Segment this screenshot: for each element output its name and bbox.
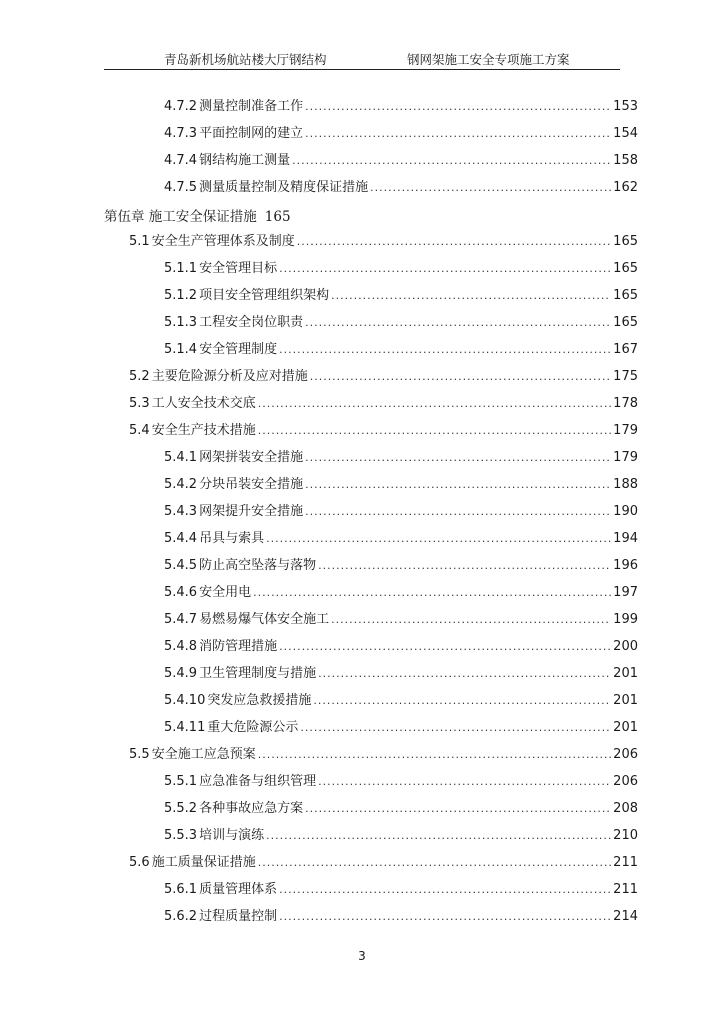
toc-entry-title: 质量管理体系 — [199, 882, 278, 897]
toc-entry-page: 179 — [613, 423, 638, 438]
toc-entry-title: 网架拼装安全措施 — [199, 450, 304, 465]
toc-dot-leader — [305, 316, 611, 329]
toc-entry-title: 平面控制网的建立 — [199, 126, 304, 141]
toc-entry-page: 188 — [613, 477, 638, 492]
toc-entry-page: 162 — [613, 180, 638, 195]
toc-entry-page: 175 — [613, 369, 638, 384]
toc-entry-number: 4.7.4 — [164, 153, 198, 168]
toc-entry-title: 重大危险源公示 — [207, 720, 299, 735]
toc-entry-title: 测量控制准备工作 — [199, 99, 304, 114]
toc-entry-title: 安全生产管理体系及制度 — [151, 234, 295, 249]
toc-entry-title: 安全生产技术措施 — [151, 423, 256, 438]
toc-entry[interactable] — [129, 392, 638, 412]
toc-dot-leader — [310, 370, 611, 383]
toc-entry-page: 153 — [613, 99, 638, 114]
toc-entry-page: 196 — [613, 558, 638, 573]
toc-entry[interactable] — [164, 581, 638, 601]
toc-entry-number: 5.5.3 — [164, 828, 198, 843]
toc-entry-page: 165 — [613, 261, 638, 276]
toc-dot-leader — [292, 154, 611, 167]
toc-entry-page: 194 — [613, 531, 638, 546]
toc-dot-leader — [318, 559, 611, 572]
toc-entry-number: 4.7.2 — [164, 99, 198, 114]
toc-entry-number: 5.5.1 — [164, 774, 198, 789]
toc-entry-title: 网架提升安全措施 — [199, 504, 304, 519]
toc-entry-page: 206 — [613, 747, 638, 762]
toc-entry[interactable] — [164, 500, 638, 520]
toc-entry[interactable] — [129, 851, 638, 871]
toc-entry[interactable] — [164, 824, 638, 844]
page-number: 3 — [358, 949, 366, 963]
toc-dot-leader — [258, 397, 611, 410]
toc-entry-number: 4.7.3 — [164, 126, 198, 141]
toc-entry[interactable] — [164, 662, 638, 682]
toc-entry-page: 211 — [613, 882, 638, 897]
toc-entry-title: 测量质量控制及精度保证措施 — [199, 180, 369, 195]
toc-entry-page: 206 — [613, 774, 638, 789]
toc-entry[interactable] — [164, 878, 638, 898]
toc-entry-title: 工程安全岗位职责 — [199, 315, 304, 330]
toc-dot-leader — [258, 424, 611, 437]
toc-dot-leader — [279, 640, 611, 653]
toc-entry[interactable] — [164, 905, 638, 925]
toc-entry[interactable] — [129, 419, 638, 439]
toc-entry-page: 158 — [613, 153, 638, 168]
toc-entry[interactable] — [164, 257, 638, 277]
toc-entry-title: 过程质量控制 — [199, 909, 278, 924]
toc-entry-title: 项目安全管理组织架构 — [199, 288, 330, 303]
toc-entry-number: 5.4.3 — [164, 504, 198, 519]
chapter-page: 165 — [264, 209, 291, 225]
toc-entry-number: 5.5 — [129, 747, 150, 762]
toc-entry[interactable] — [164, 338, 638, 358]
toc-entry[interactable] — [164, 554, 638, 574]
toc-entry-number: 5.4.10 — [164, 693, 206, 708]
toc-dot-leader — [318, 667, 611, 680]
toc-entry[interactable] — [164, 95, 638, 115]
toc-entry-page: 165 — [613, 315, 638, 330]
toc-entry[interactable] — [164, 122, 638, 142]
toc-dot-leader — [305, 100, 611, 113]
toc-entry-page: 179 — [613, 450, 638, 465]
toc-entry-title: 突发应急救援措施 — [207, 693, 312, 708]
toc-entry-number: 5.4.2 — [164, 477, 198, 492]
toc-entry[interactable] — [164, 608, 638, 628]
toc-dot-leader — [279, 883, 611, 896]
toc-entry-page: 197 — [613, 585, 638, 600]
toc-entry-title: 安全管理目标 — [199, 261, 278, 276]
toc-entry-title: 消防管理措施 — [199, 639, 278, 654]
toc-entry-page: 201 — [613, 693, 638, 708]
toc-entry-title: 分块吊装安全措施 — [199, 477, 304, 492]
toc-entry[interactable] — [164, 527, 638, 547]
toc-entry[interactable] — [164, 635, 638, 655]
toc-entry[interactable] — [129, 365, 638, 385]
toc-entry-number: 5.4.5 — [164, 558, 198, 573]
toc-entry-title: 卫生管理制度与措施 — [199, 666, 317, 681]
toc-entry[interactable] — [164, 446, 638, 466]
toc-entry-page: 167 — [613, 342, 638, 357]
toc-entry-page: 214 — [613, 909, 638, 924]
toc-entry-number: 5.4.6 — [164, 585, 198, 600]
toc-entry-title: 施工质量保证措施 — [151, 855, 256, 870]
toc-entry[interactable] — [164, 176, 638, 196]
toc-dot-leader — [318, 775, 611, 788]
toc-entry-page: 154 — [613, 126, 638, 141]
toc-entry-page: 210 — [613, 828, 638, 843]
toc-dot-leader — [305, 505, 611, 518]
toc-entry-number: 5.6.1 — [164, 882, 198, 897]
toc-entry-title: 吊具与索具 — [199, 531, 265, 546]
toc-entry-number: 5.2 — [129, 369, 150, 384]
toc-entry-title: 安全施工应急预案 — [151, 747, 256, 762]
toc-entry-page: 199 — [613, 612, 638, 627]
toc-dot-leader — [370, 181, 611, 194]
toc-dot-leader — [258, 748, 611, 761]
toc-entry-number: 5.4.4 — [164, 531, 198, 546]
chapter-heading[interactable] — [104, 205, 291, 225]
toc-entry-page: 165 — [613, 234, 638, 249]
toc-entry-number: 5.1.2 — [164, 288, 198, 303]
toc-entry-number: 5.4.9 — [164, 666, 198, 681]
toc-entry-page: 165 — [613, 288, 638, 303]
toc-entry-title: 各种事故应急方案 — [199, 801, 304, 816]
toc-entry-number: 5.1 — [129, 234, 150, 249]
toc-entry-number: 5.4.11 — [164, 720, 206, 735]
toc-entry-number: 5.4.1 — [164, 450, 198, 465]
toc-dot-leader — [305, 802, 611, 815]
toc-entry-title: 应急准备与组织管理 — [199, 774, 317, 789]
toc-entry-number: 5.1.3 — [164, 315, 198, 330]
toc-entry[interactable] — [129, 743, 638, 763]
toc-entry-page: 190 — [613, 504, 638, 519]
toc-entry[interactable] — [164, 473, 638, 493]
toc-dot-leader — [297, 235, 611, 248]
toc-dot-leader — [279, 910, 611, 923]
toc-entry[interactable] — [164, 716, 638, 736]
toc-entry-page: 200 — [613, 639, 638, 654]
toc-entry-number: 5.4.7 — [164, 612, 198, 627]
toc-entry-title: 钢结构施工测量 — [199, 153, 291, 168]
toc-dot-leader — [279, 262, 611, 275]
toc-entry-title: 培训与演练 — [199, 828, 265, 843]
toc-dot-leader — [266, 532, 611, 545]
toc-entry-page: 201 — [613, 666, 638, 681]
toc-entry-title: 安全管理制度 — [199, 342, 278, 357]
toc-entry-page: 201 — [613, 720, 638, 735]
toc-entry[interactable] — [164, 149, 638, 169]
toc-entry[interactable] — [164, 284, 638, 304]
toc-dot-leader — [331, 289, 611, 302]
page-header — [104, 50, 620, 68]
toc-dot-leader — [331, 613, 611, 626]
toc-entry-number: 5.3 — [129, 396, 150, 411]
toc-entry[interactable] — [164, 770, 638, 790]
chapter-title: 第伍章 施工安全保证措施 — [104, 209, 257, 225]
toc-entry-number: 5.1.4 — [164, 342, 198, 357]
toc-dot-leader — [266, 829, 611, 842]
toc-entry-number: 5.6 — [129, 855, 150, 870]
toc-entry-title: 安全用电 — [199, 585, 252, 600]
toc-entry-number: 5.6.2 — [164, 909, 198, 924]
toc-entry-number: 4.7.5 — [164, 180, 198, 195]
toc-dot-leader — [305, 127, 611, 140]
header-divider — [104, 69, 620, 70]
toc-entry[interactable] — [164, 797, 638, 817]
toc-entry-number: 5.1.1 — [164, 261, 198, 276]
toc-entry[interactable] — [164, 311, 638, 331]
toc-dot-leader — [313, 694, 611, 707]
toc-entry-page: 178 — [613, 396, 638, 411]
toc-dot-leader — [279, 343, 611, 356]
toc-dot-leader — [253, 586, 611, 599]
toc-entry[interactable] — [129, 230, 638, 250]
toc-entry-page: 208 — [613, 801, 638, 816]
toc-dot-leader — [258, 856, 611, 869]
toc-entry-title: 主要危险源分析及应对措施 — [151, 369, 308, 384]
toc-entry-number: 5.4 — [129, 423, 150, 438]
toc-entry[interactable] — [164, 689, 638, 709]
toc-dot-leader — [305, 478, 611, 491]
toc-entry-title: 易燃易爆气体安全施工 — [199, 612, 330, 627]
toc-entry-title: 工人安全技术交底 — [151, 396, 256, 411]
toc-dot-leader — [300, 721, 611, 734]
toc-entry-title: 防止高空坠落与落物 — [199, 558, 317, 573]
toc-entry-number: 5.5.2 — [164, 801, 198, 816]
toc-entry-number: 5.4.8 — [164, 639, 198, 654]
header-project-title: 青岛新机场航站楼大厅钢结构 — [164, 52, 327, 67]
toc-entry-page: 211 — [613, 855, 638, 870]
header-document-title: 钢网架施工安全专项施工方案 — [407, 52, 570, 67]
toc-dot-leader — [305, 451, 611, 464]
